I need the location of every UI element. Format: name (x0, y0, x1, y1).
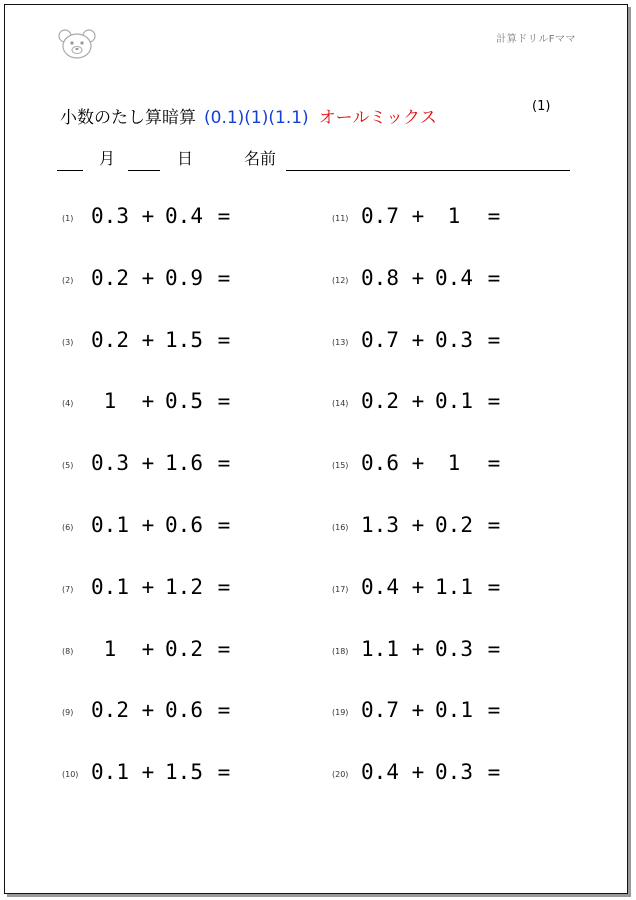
operand-b: 0.2 (165, 636, 203, 661)
operator: + (411, 327, 425, 352)
equals-sign: = (217, 513, 231, 537)
equals-sign: = (487, 636, 501, 661)
day-label: 日 (177, 149, 194, 168)
equals-sign: = (487, 760, 501, 785)
problem-number: (4) (62, 399, 74, 409)
equals-sign: = (487, 698, 501, 723)
operand-a: 0.1 (91, 760, 129, 785)
name-input-line[interactable] (286, 170, 570, 171)
operand-b: 1.1 (435, 574, 473, 599)
operator: + (411, 698, 425, 723)
equals-sign: = (487, 204, 501, 228)
operand-b: 0.3 (435, 760, 473, 785)
operand-a: 0.3 (91, 204, 129, 228)
operand-a: 0.4 (361, 760, 399, 785)
operator: + (411, 760, 425, 785)
problem-number: (7) (62, 584, 74, 594)
operator: + (411, 389, 425, 414)
operator: + (411, 451, 425, 476)
problem-number: (17) (332, 584, 349, 594)
problem-number: (13) (332, 337, 349, 347)
equals-sign: = (217, 760, 231, 785)
operand-b: 0.2 (435, 513, 473, 537)
operator: + (141, 265, 155, 290)
operand-b: 1.5 (165, 760, 203, 785)
equals-sign: = (217, 204, 231, 228)
title-mode: オールミックス (318, 108, 437, 128)
operand-b: 0.1 (435, 698, 473, 723)
operand-b: 0.9 (165, 265, 203, 290)
operand-b: 1 (447, 204, 461, 228)
equals-sign: = (217, 636, 231, 661)
equals-sign: = (217, 574, 231, 599)
title-levels: (0.1)(1)(1.1) (204, 108, 309, 128)
operand-a: 0.1 (91, 574, 129, 599)
problem-number: (10) (62, 770, 79, 780)
operand-a: 0.8 (361, 265, 399, 290)
operand-a: 0.3 (91, 451, 129, 476)
operand-b: 0.4 (435, 265, 473, 290)
operand-b: 0.3 (435, 636, 473, 661)
problem-number: (20) (332, 770, 349, 780)
operand-a: 0.2 (91, 698, 129, 723)
problem-number: (5) (62, 461, 74, 471)
operand-b: 0.6 (165, 698, 203, 723)
operand-a: 0.7 (361, 698, 399, 723)
operand-b: 1 (447, 451, 461, 476)
operand-b: 0.4 (165, 204, 203, 228)
problem-number: (1) (62, 214, 74, 223)
operand-b: 0.1 (435, 389, 473, 414)
problem-number: (3) (62, 337, 74, 347)
month-label: 月 (99, 149, 116, 168)
operator: + (141, 574, 155, 599)
month-input-line[interactable] (57, 170, 83, 171)
operand-a: 0.1 (91, 513, 129, 537)
worksheet-title (60, 103, 437, 128)
operator: + (141, 204, 155, 228)
operator: + (411, 265, 425, 290)
operator: + (411, 636, 425, 661)
operand-a: 0.7 (361, 204, 399, 228)
operand-a: 1 (103, 636, 117, 661)
operand-b: 0.5 (165, 389, 203, 414)
equals-sign: = (487, 389, 501, 414)
operator: + (411, 574, 425, 599)
equals-sign: = (487, 265, 501, 290)
equals-sign: = (487, 327, 501, 352)
operand-a: 0.2 (91, 265, 129, 290)
equals-sign: = (217, 698, 231, 723)
operand-a: 0.2 (361, 389, 399, 414)
problem-number: (19) (332, 708, 349, 718)
equals-sign: = (487, 574, 501, 599)
problem-number: (16) (332, 523, 349, 532)
operand-a: 0.6 (361, 451, 399, 476)
equals-sign: = (217, 389, 231, 414)
equals-sign: = (217, 451, 231, 476)
problem-number: (8) (62, 646, 74, 656)
operand-a: 0.2 (91, 327, 129, 352)
problem-number: (9) (62, 708, 74, 718)
equals-sign: = (217, 327, 231, 352)
title-main: 小数のたし算暗算 (60, 108, 196, 128)
operand-b: 1.5 (165, 327, 203, 352)
operator: + (411, 513, 425, 537)
problem-number: (12) (332, 275, 349, 285)
operator: + (141, 760, 155, 785)
operand-a: 1.1 (361, 636, 399, 661)
operand-a: 1 (103, 389, 117, 414)
operator: + (141, 513, 155, 537)
operand-b: 1.2 (165, 574, 203, 599)
equals-sign: = (217, 265, 231, 290)
operator: + (141, 327, 155, 352)
bear-face-icon (56, 28, 98, 60)
equals-sign: = (487, 513, 501, 537)
operator: + (141, 698, 155, 723)
name-label: 名前 (244, 149, 277, 168)
problem-number: (11) (332, 214, 349, 223)
brand-label: 計算ドリルFママ (496, 34, 576, 45)
problem-number: (15) (332, 461, 349, 471)
operand-a: 0.4 (361, 574, 399, 599)
problem-number: (6) (62, 523, 74, 532)
operand-b: 1.6 (165, 451, 203, 476)
problem-number: (2) (62, 275, 74, 285)
day-input-line[interactable] (128, 170, 160, 171)
operator: + (141, 451, 155, 476)
operator: + (141, 636, 155, 661)
operand-a: 0.7 (361, 327, 399, 352)
operator: + (411, 204, 425, 228)
sheet-number: (1) (532, 99, 551, 114)
operand-b: 0.3 (435, 327, 473, 352)
operand-a: 1.3 (361, 513, 399, 537)
operator: + (141, 389, 155, 414)
problem-number: (14) (332, 399, 349, 409)
operand-b: 0.6 (165, 513, 203, 537)
problem-number: (18) (332, 646, 349, 656)
equals-sign: = (487, 451, 501, 476)
